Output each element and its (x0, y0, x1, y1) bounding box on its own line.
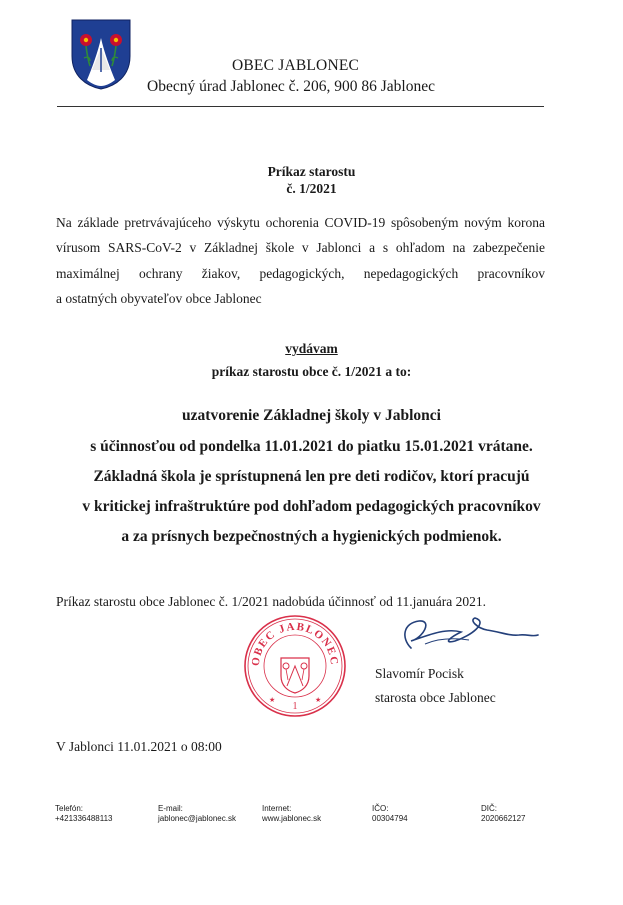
stamp-text: OBEC JABLONEC (249, 620, 341, 667)
decision-line: uzatvorenie Základnej školy v Jablonci (182, 407, 441, 424)
coat-of-arms-logo (70, 18, 132, 90)
intro-line: a ostatných obyvateľov obce Jablonec (56, 291, 262, 306)
stamp-number: 1 (292, 701, 298, 712)
order-title: Príkaz starostu (267, 164, 356, 179)
decision-line: v kritickej infraštruktúre pod dohľadom pedagogických pracovníkov (82, 498, 541, 515)
issue-statement: príkaz starostu obce č. 1/2021 a to: (211, 364, 412, 379)
svg-text:★: ★ (315, 696, 322, 704)
footer-label: Internet: (262, 804, 292, 813)
header-divider (57, 106, 544, 107)
signer-role: starosta obce Jablonec (375, 690, 496, 705)
order-number: č. 1/2021 (286, 181, 337, 196)
footer-value: www.jablonec.sk (262, 814, 322, 823)
decision-line: a za prísnych bezpečnostných a hygienických podmienok. (121, 528, 502, 545)
footer-ico (372, 804, 408, 824)
office-address: Obecný úrad Jablonec č. 206, 900 86 Jablonec (147, 78, 435, 95)
official-stamp (243, 614, 347, 718)
footer-label: Telefón: (55, 804, 84, 813)
intro-line: maximálnej ochrany žiakov, pedagogických, nepedagogických pracovníkov (56, 266, 545, 281)
footer-phone (55, 804, 112, 824)
place-and-date: V Jablonci 11.01.2021 o 08:00 (56, 739, 222, 754)
effective-date-text: Príkaz starostu obce Jablonec č. 1/2021 nadobúda účinnosť od 11.januára 2021. (56, 594, 487, 609)
footer-value: 2020662127 (481, 814, 526, 823)
footer-label: IČO: (372, 804, 389, 813)
footer-email (158, 804, 236, 824)
intro-line: vírusom SARS-CoV-2 v Základnej škole v Jablonci a s ohľadom na zabezpečenie (56, 240, 545, 255)
municipality-name: OBEC JABLONEC (232, 57, 360, 74)
decision-line: Základná škola je sprístupnená len pre deti rodičov, ktorí pracujú (93, 468, 530, 485)
intro-line: Na základe pretrvávajúceho výskytu ochorenia COVID-19 spôsobeným novým korona (56, 215, 545, 230)
decision-line: s účinnosťou od pondelka 11.01.2021 do piatku 15.01.2021 vrátane. (90, 438, 533, 455)
footer-value: 00304794 (372, 814, 408, 823)
footer-label: DIČ: (481, 804, 497, 813)
handwritten-signature (385, 608, 540, 653)
footer-dic (481, 804, 526, 824)
footer-value: +421336488113 (55, 814, 113, 823)
issue-verb: vydávam (285, 341, 338, 356)
signer-name: Slavomír Pocisk (375, 666, 464, 681)
footer-label: E-mail: (158, 804, 183, 813)
footer-value: jablonec@jablonec.sk (158, 814, 236, 823)
svg-text:★: ★ (269, 696, 276, 704)
footer-website (262, 804, 321, 824)
